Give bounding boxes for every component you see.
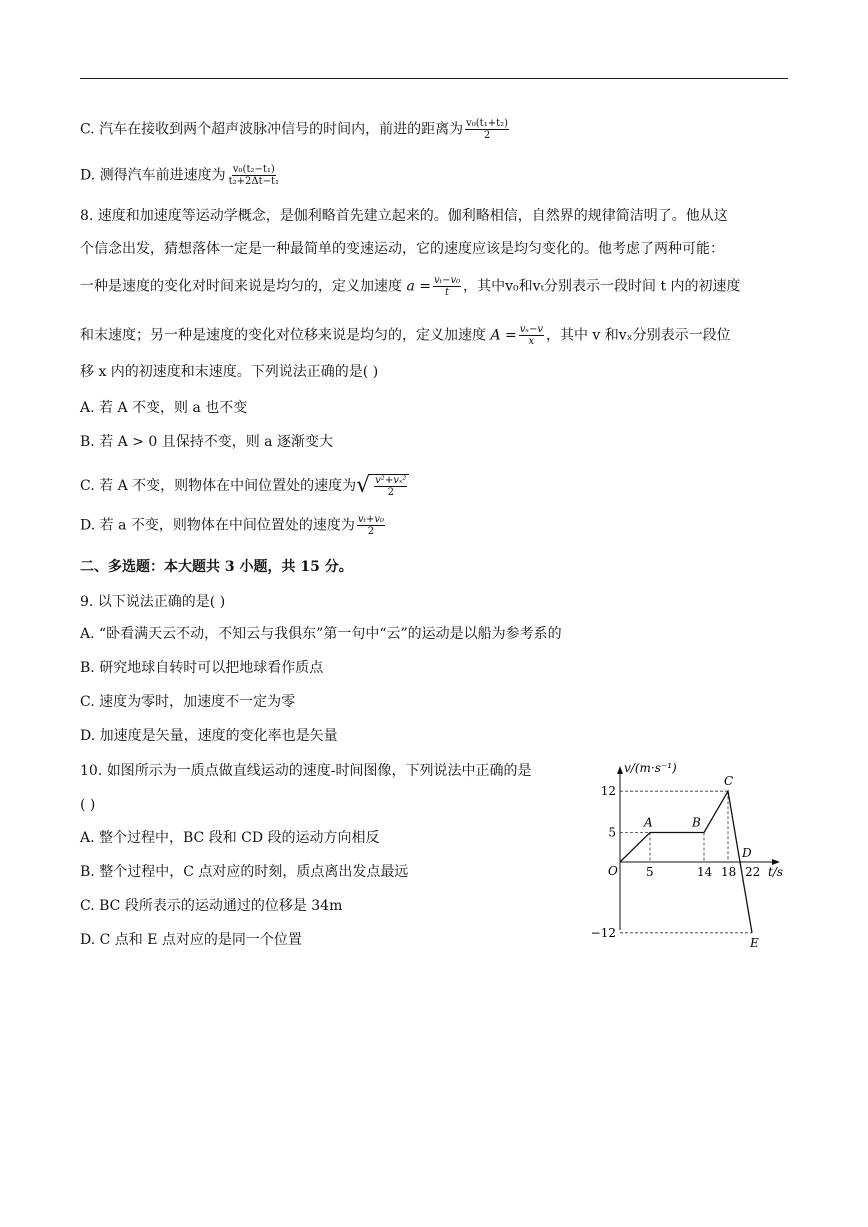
- q8-option-d: [80, 514, 387, 537]
- velocity-time-chart: [588, 758, 796, 950]
- option-text: D. 若 a 不变，则物体在中间位置处的速度为: [80, 517, 355, 534]
- fraction: [433, 275, 461, 298]
- q8-option-c: [80, 474, 409, 498]
- q10-stem: 10. 如图所示为一质点做直线运动的速度-时间图像，下列说法中正确的是: [80, 763, 532, 779]
- fraction: [228, 164, 280, 187]
- formula-lhs: A =: [490, 327, 517, 344]
- q8-option-b: B. 若 A > 0 且保持不变，则 a 逐渐变大: [80, 434, 333, 450]
- numerator: vₓ−v: [519, 324, 543, 335]
- q9-option-b: B. 研究地球自转时可以把地球看作质点: [80, 660, 324, 676]
- x-tick-label: 18: [721, 865, 737, 879]
- point-label-b: B: [692, 815, 701, 830]
- numerator: vₜ−v₀: [433, 275, 461, 286]
- option-7c: [80, 118, 511, 141]
- point-label-a: A: [644, 815, 653, 830]
- x-axis-label: t/s: [768, 865, 784, 879]
- y-tick-label: 5: [608, 825, 616, 840]
- x-tick-label: 5: [646, 865, 654, 879]
- q8-line4: [80, 324, 731, 347]
- fraction: [519, 324, 544, 347]
- point-label-e: E: [750, 935, 759, 950]
- denominator: t: [445, 287, 450, 298]
- numerator: v²+vₓ²: [375, 475, 407, 486]
- header-rule: [80, 78, 788, 79]
- text: 和末速度；另一种是速度的变化对位移来说是均匀的，定义加速度: [80, 327, 486, 344]
- x-tick-label: 14: [697, 865, 713, 879]
- denominator: 2: [367, 526, 375, 537]
- y-axis-arrow: [617, 766, 623, 774]
- q9-option-d: D. 加速度是矢量，速度的变化率也是矢量: [80, 728, 338, 744]
- radical-sign: √: [356, 473, 371, 498]
- origin-label: O: [608, 864, 618, 878]
- q10-option-c: C. BC 段所表示的运动通过的位移是 34m: [80, 898, 343, 914]
- option-7d: [80, 164, 282, 187]
- q8-line5: 移 x 内的初速度和末速度。下列说法正确的是( ): [80, 364, 379, 380]
- denominator: 2: [387, 487, 394, 498]
- numerator: vₜ+v₀: [357, 514, 385, 525]
- option-text: D. 测得汽车前进速度为: [80, 167, 226, 184]
- numerator: v₀(t₁+t₂): [466, 118, 509, 129]
- section-heading: 二、多选题：本大题共 3 小题，共 15 分。: [80, 559, 353, 575]
- q9-option-c: C. 速度为零时，加速度不一定为零: [80, 694, 296, 710]
- q9-option-a: A. “卧看满天云不动，不知云与我俱东”第一句中“云”的运动是以船为参考系的: [80, 626, 562, 642]
- text: ，其中 v 和vₓ分别表示一段位: [545, 327, 731, 344]
- x-tick-label: 22: [745, 865, 761, 879]
- q8-line1: 8. 速度和加速度等运动学概念，是伽利略首先建立起来的。伽利略相信，自然界的规律简洁明了。他从这: [80, 208, 728, 224]
- q8-option-a: A. 若 A 不变，则 a 也不变: [80, 400, 248, 416]
- y-tick-label: −12: [590, 925, 616, 940]
- option-text: C. 汽车在接收到两个超声波脉冲信号的时间内，前进的距离为: [80, 121, 464, 138]
- text: 一种是速度的变化对时间来说是均匀的，定义加速度: [80, 278, 402, 295]
- fraction: [357, 514, 385, 537]
- q10-paren: ( ): [80, 797, 96, 813]
- q8-line2: 个信念出发，猜想落体一定是一种最简单的变速运动，它的速度应该是均匀变化的。他考虑了两种可能：: [80, 241, 724, 257]
- denominator: 2: [483, 130, 491, 141]
- q10-option-a: A. 整个过程中，BC 段和 CD 段的运动方向相反: [80, 830, 380, 846]
- formula-lhs: a =: [406, 278, 431, 295]
- option-text: C. 若 A 不变，则物体在中间位置处的速度为: [80, 478, 357, 494]
- q10-option-d: D. C 点和 E 点对应的是同一个位置: [80, 932, 302, 948]
- fraction: [465, 118, 509, 141]
- denominator: x: [528, 336, 535, 347]
- denominator: t₂+2Δt−t₁: [228, 176, 280, 187]
- y-tick-label: 12: [600, 784, 616, 799]
- text: ，其中v₀和vₜ分别表示一段时间 t 内的初速度: [463, 278, 741, 295]
- square-root: [356, 474, 409, 498]
- q10-option-b: B. 整个过程中，C 点对应的时刻，质点离出发点最远: [80, 864, 409, 880]
- numerator: v₀(t₂−t₁): [232, 164, 275, 175]
- y-axis-label: v/(m·s⁻¹): [624, 761, 677, 775]
- fraction: [374, 475, 407, 498]
- q9-stem: 9. 以下说法正确的是( ): [80, 594, 226, 610]
- point-label-c: C: [724, 774, 734, 789]
- point-label-d: D: [742, 846, 752, 860]
- q8-line3: [80, 275, 741, 298]
